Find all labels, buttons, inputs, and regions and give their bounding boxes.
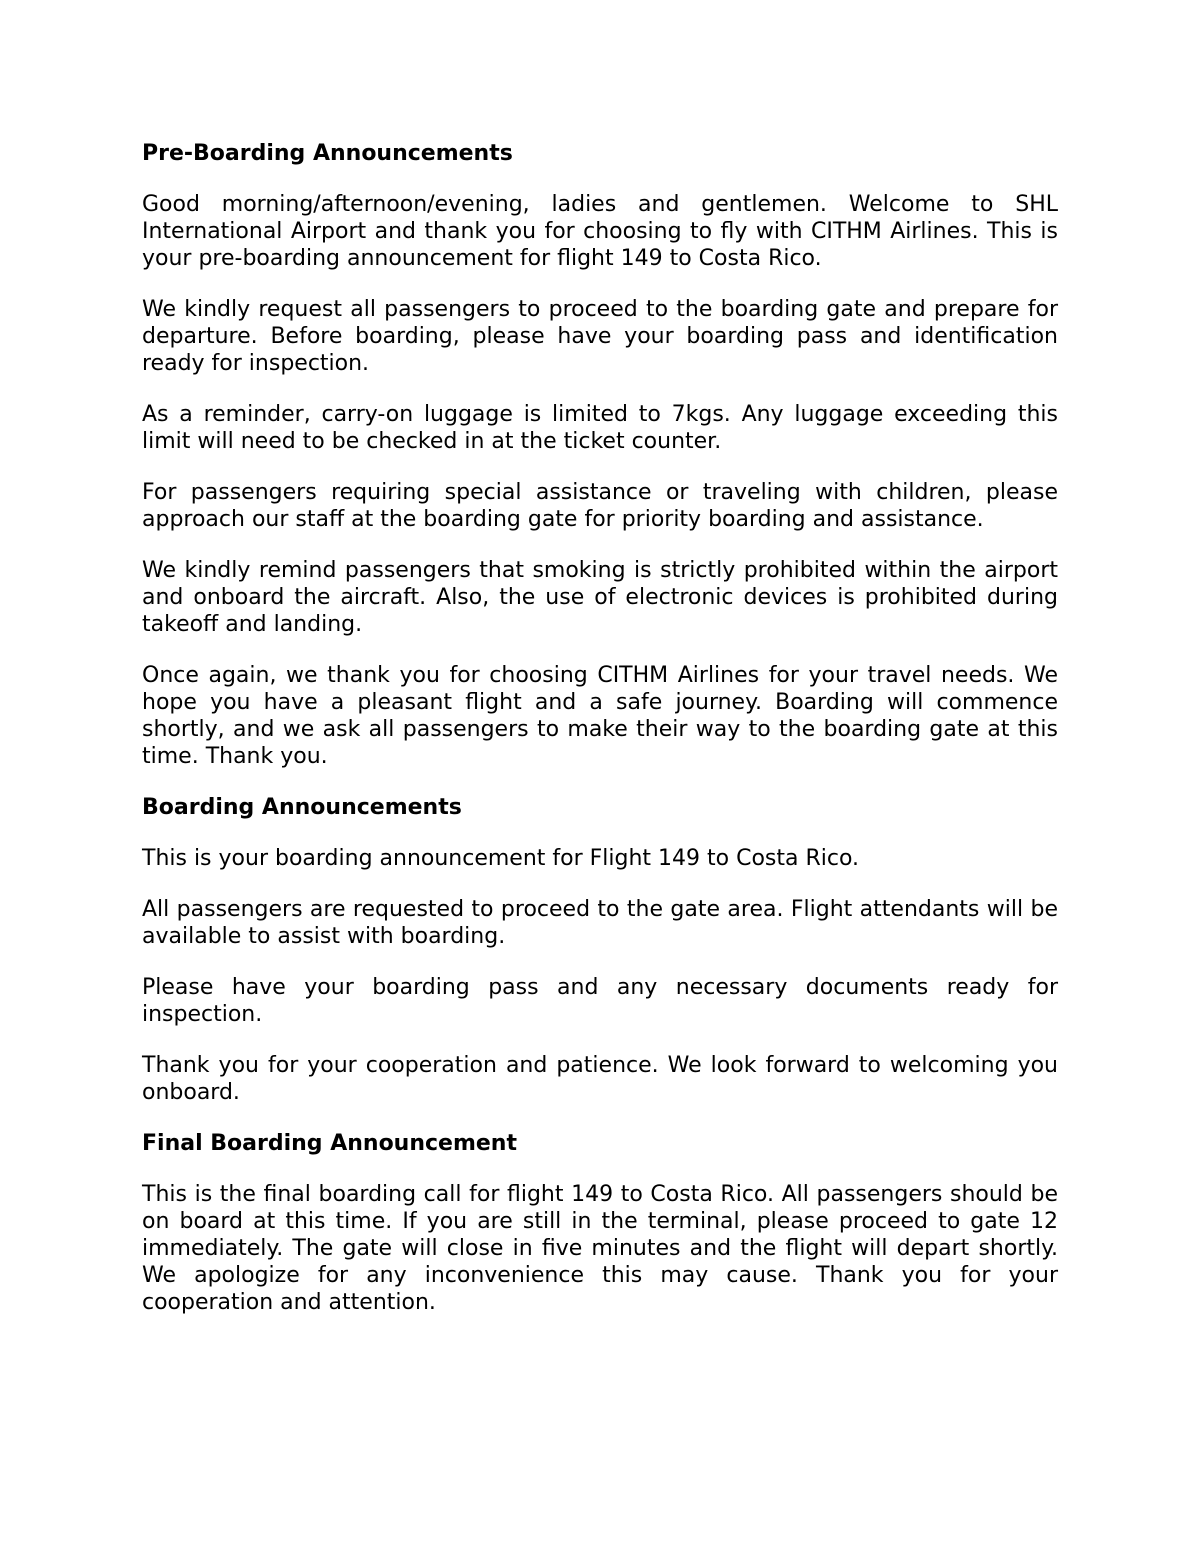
section-heading-boarding: Boarding Announcements [142, 795, 462, 820]
paragraph: Thank you for your cooperation and patience. We look forward to welcoming you onboard. [142, 1053, 1058, 1105]
paragraph: Please have your boarding pass and any necessary documents ready for inspection. [142, 975, 1058, 1027]
paragraph: All passengers are requested to proceed to the gate area. Flight attendants will be available to assist with boarding. [142, 897, 1058, 949]
paragraph: This is your boarding announcement for Flight 149 to Costa Rico. [142, 846, 860, 871]
paragraph: Good morning/afternoon/evening, ladies and gentlemen. Welcome to SHL International Airport and thank you for choosing to fly with CITHM Airlines. This is your pre-boarding announcement for flight 149 to Costa Rico. [142, 192, 1058, 271]
paragraph: Once again, we thank you for choosing CITHM Airlines for your travel needs. We hope you have a pleasant flight and a safe journey. Boarding will commence shortly, and we ask all passengers to make their way to the boarding gate at this time. Thank you. [142, 663, 1058, 769]
section-heading-pre-boarding: Pre-Boarding Announcements [142, 141, 513, 166]
paragraph: This is the final boarding call for flight 149 to Costa Rico. All passengers should be on board at this time. If you are still in the terminal, please proceed to gate 12 immediately. The gate will close in five minutes and the flight will depart shortly. We apologize for any inconvenience this may cause. Thank you for your cooperation and attention. [142, 1182, 1058, 1315]
paragraph: We kindly remind passengers that smoking is strictly prohibited within the airport and onboard the aircraft. Also, the use of electronic devices is prohibited during takeoff and landing. [142, 558, 1058, 637]
paragraph: For passengers requiring special assistance or traveling with children, please approach our staff at the boarding gate for priority boarding and assistance. [142, 480, 1058, 532]
paragraph: We kindly request all passengers to proceed to the boarding gate and prepare for departure. Before boarding, please have your boarding pass and identification ready for inspection. [142, 297, 1058, 376]
section-heading-final-boarding: Final Boarding Announcement [142, 1131, 517, 1156]
document-body [142, 140, 1058, 1340]
paragraph: As a reminder, carry-on luggage is limited to 7kgs. Any luggage exceeding this limit will need to be checked in at the ticket counter. [142, 402, 1058, 454]
